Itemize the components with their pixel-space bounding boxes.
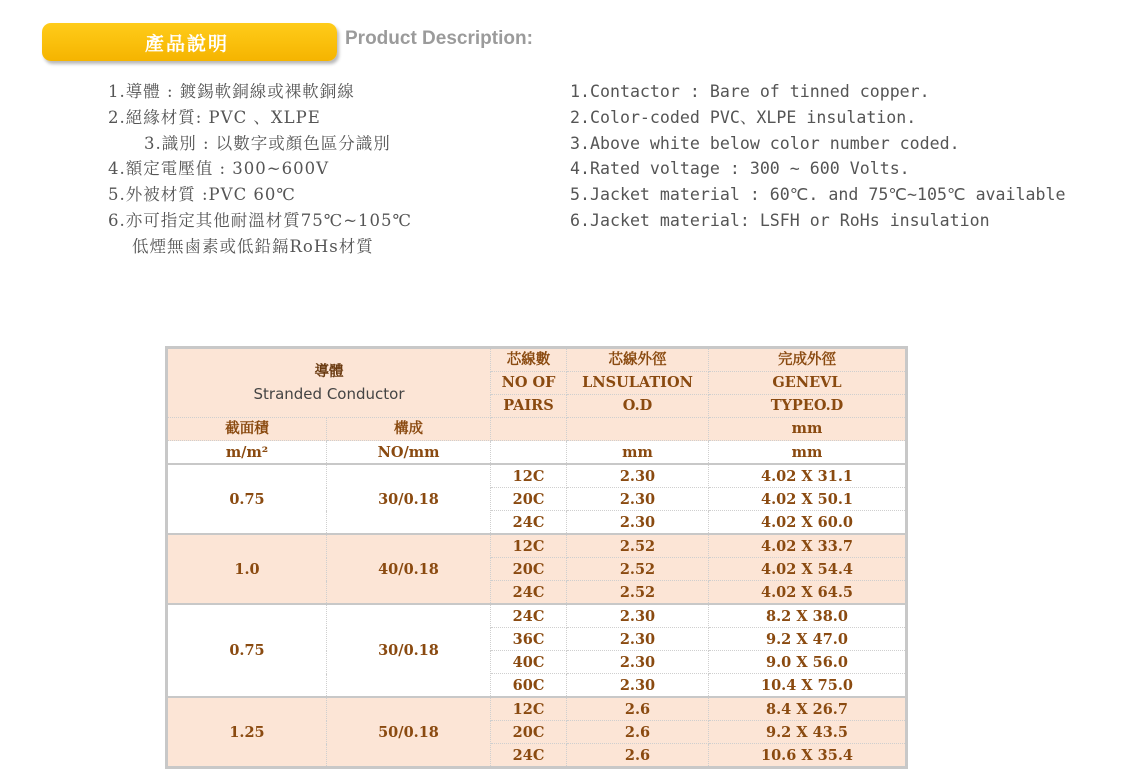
desc-zh-line: 6.亦可指定其他耐溫材質75℃~105℃ bbox=[108, 210, 412, 230]
header-insulation-en1: LNSULATION bbox=[567, 372, 709, 395]
cell-pairs: 24C bbox=[491, 511, 567, 535]
cell-pairs: 36C bbox=[491, 628, 567, 651]
cell-insulation: 2.30 bbox=[567, 628, 709, 651]
cell-pairs: 12C bbox=[491, 697, 567, 721]
cell-pairs: 24C bbox=[491, 604, 567, 628]
title-badge bbox=[42, 23, 337, 61]
table-row bbox=[167, 697, 907, 721]
unit-finished: mm bbox=[709, 441, 907, 465]
description-en bbox=[570, 79, 1065, 234]
header-insulation-blank bbox=[567, 418, 709, 441]
desc-zh-line: 低煙無鹵素或低鉛鎘RoHs材質 bbox=[132, 236, 374, 256]
header-construction: 構成 bbox=[327, 418, 491, 441]
cell-od: 10.4 X 75.0 bbox=[709, 674, 907, 698]
cell-insulation: 2.6 bbox=[567, 744, 709, 768]
header-finished-en2: TYPEO.D bbox=[709, 395, 907, 418]
cell-pairs: 12C bbox=[491, 464, 567, 488]
cell-area: 1.25 bbox=[167, 697, 327, 768]
unit-construction: NO/mm bbox=[327, 441, 491, 465]
cell-od: 4.02 X 31.1 bbox=[709, 464, 907, 488]
cell-od: 4.02 X 60.0 bbox=[709, 511, 907, 535]
desc-zh-line: 1.導體 : 鍍錫軟銅線或裸軟銅線 bbox=[108, 82, 355, 101]
cell-od: 4.02 X 50.1 bbox=[709, 488, 907, 511]
cell-insulation: 2.6 bbox=[567, 697, 709, 721]
cell-od: 9.2 X 47.0 bbox=[709, 628, 907, 651]
cell-od: 4.02 X 64.5 bbox=[709, 581, 907, 605]
header-finished-en1: GENEVL bbox=[709, 372, 907, 395]
cell-od: 8.2 X 38.0 bbox=[709, 604, 907, 628]
cell-od: 8.4 X 26.7 bbox=[709, 697, 907, 721]
cell-insulation: 2.52 bbox=[567, 534, 709, 558]
cell-pairs: 20C bbox=[491, 558, 567, 581]
header-pairs-zh: 芯線數 bbox=[491, 348, 567, 372]
header-finished-unit: mm bbox=[709, 418, 907, 441]
cell-insulation: 2.52 bbox=[567, 558, 709, 581]
cell-insulation: 2.30 bbox=[567, 511, 709, 535]
table-row bbox=[167, 604, 907, 628]
cell-insulation: 2.52 bbox=[567, 581, 709, 605]
unit-area: m/m² bbox=[167, 441, 327, 465]
title-zh: 產品說明 bbox=[145, 33, 230, 55]
desc-zh-line: 5.外被材質 :PVC 60℃ bbox=[108, 185, 296, 205]
header-finished-zh: 完成外徑 bbox=[709, 348, 907, 372]
cell-construction: 50/0.18 bbox=[327, 697, 491, 768]
desc-en-line: 3.Above white below color number coded. bbox=[570, 133, 960, 153]
desc-en-line: 4.Rated voltage : 300 ~ 600 Volts. bbox=[570, 159, 910, 179]
cell-insulation: 2.30 bbox=[567, 464, 709, 488]
desc-zh-line: 3.識別 : 以數字或顏色區分識別 bbox=[144, 133, 391, 153]
cell-area: 0.75 bbox=[167, 464, 327, 534]
header-conductor bbox=[167, 348, 491, 418]
cell-pairs: 24C bbox=[491, 744, 567, 768]
desc-en-line: 6.Jacket material: LSFH or RoHs insulation bbox=[570, 210, 990, 230]
cell-insulation: 2.30 bbox=[567, 651, 709, 674]
cell-od: 9.2 X 43.5 bbox=[709, 721, 907, 744]
spec-table bbox=[165, 346, 908, 769]
desc-en-line: 2.Color-coded PVC、XLPE insulation. bbox=[570, 107, 917, 127]
header-insulation-zh: 芯線外徑 bbox=[567, 348, 709, 372]
cell-pairs: 20C bbox=[491, 721, 567, 744]
cell-construction: 40/0.18 bbox=[327, 534, 491, 604]
header-pairs-blank bbox=[491, 418, 567, 441]
header-conductor-zh: 導體 bbox=[314, 363, 344, 380]
desc-zh-line: 2.絕緣材質: PVC 、XLPE bbox=[108, 107, 321, 127]
cell-insulation: 2.30 bbox=[567, 674, 709, 698]
cell-od: 9.0 X 56.0 bbox=[709, 651, 907, 674]
table-row bbox=[167, 464, 907, 488]
cell-area: 1.0 bbox=[167, 534, 327, 604]
cell-od: 10.6 X 35.4 bbox=[709, 744, 907, 768]
desc-zh-line: 4.額定電壓值 : 300~600V bbox=[108, 159, 330, 179]
cell-insulation: 2.30 bbox=[567, 488, 709, 511]
cell-construction: 30/0.18 bbox=[327, 464, 491, 534]
cell-od: 4.02 X 33.7 bbox=[709, 534, 907, 558]
cell-insulation: 2.30 bbox=[567, 604, 709, 628]
cell-construction: 30/0.18 bbox=[327, 604, 491, 697]
unit-pairs bbox=[491, 441, 567, 465]
unit-insulation: mm bbox=[567, 441, 709, 465]
description-zh bbox=[108, 79, 412, 260]
header-pairs-en1: NO OF bbox=[491, 372, 567, 395]
desc-en-line: 5.Jacket material : 60℃. and 75℃~105℃ available bbox=[570, 185, 1066, 205]
desc-en-line: 1.Contactor : Bare of tinned copper. bbox=[570, 82, 930, 101]
cell-pairs: 60C bbox=[491, 674, 567, 698]
cell-pairs: 40C bbox=[491, 651, 567, 674]
cell-insulation: 2.6 bbox=[567, 721, 709, 744]
table-row bbox=[167, 534, 907, 558]
title-en: Product Description: bbox=[345, 28, 533, 49]
cell-area: 0.75 bbox=[167, 604, 327, 697]
header-insulation-en2: O.D bbox=[567, 395, 709, 418]
cell-pairs: 24C bbox=[491, 581, 567, 605]
cell-pairs: 20C bbox=[491, 488, 567, 511]
header-area: 截面積 bbox=[167, 418, 327, 441]
header-conductor-en: Stranded Conductor bbox=[253, 385, 405, 403]
cell-pairs: 12C bbox=[491, 534, 567, 558]
cell-od: 4.02 X 54.4 bbox=[709, 558, 907, 581]
header-pairs-en2: PAIRS bbox=[491, 395, 567, 418]
